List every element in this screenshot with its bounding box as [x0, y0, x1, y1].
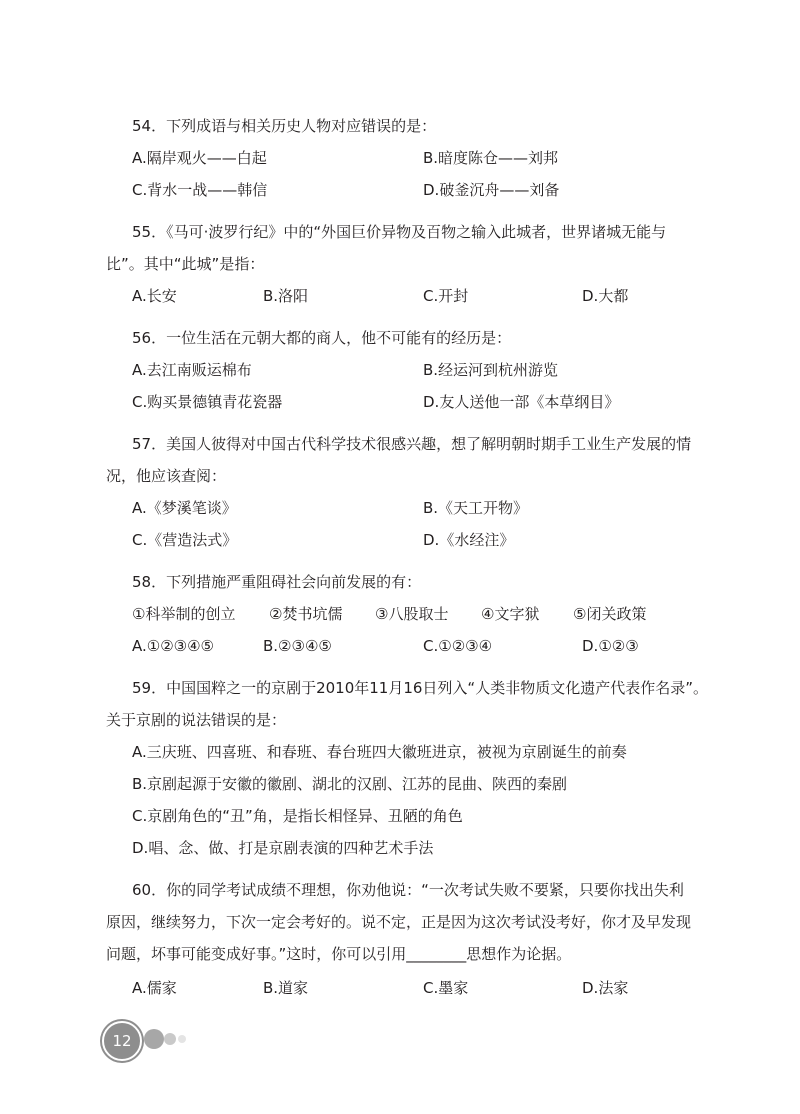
decorative-dot-large: [144, 1029, 164, 1049]
question-56-option-b: B.经运河到杭州游览: [423, 361, 559, 379]
question-59-option-a: A.三庆班、四喜班、和春班、春台班四大徽班进京，被视为京剧诞生的前奏: [132, 743, 627, 761]
question-60-option-a: A.儒家: [132, 979, 177, 997]
question-60-option-b: B.道家: [263, 979, 309, 997]
question-57-stem-line-2: 况，他应该查阅：: [106, 467, 227, 485]
question-59-stem-line-2: 关于京剧的说法错误的是：: [106, 711, 287, 729]
question-58-option-c: C.①②③④: [423, 637, 493, 655]
question-59-option-b: B.京剧起源于安徽的徽剧、湖北的汉剧、江苏的昆曲、陕西的秦剧: [132, 775, 568, 793]
question-58-item-1: ①科举制的创立: [132, 605, 236, 623]
question-60-option-d: D.法家: [582, 979, 629, 997]
question-57-option-d: D.《水经注》: [423, 531, 515, 549]
question-54-option-b: B.暗度陈仓——刘邦: [423, 149, 559, 167]
question-60-option-c: C.墨家: [423, 979, 469, 997]
page-footer: [100, 1019, 220, 1063]
page-number: 12: [102, 1021, 142, 1061]
question-57-option-b: B.《天工开物》: [423, 499, 529, 517]
question-56-option-a: A.去江南贩运棉布: [132, 361, 252, 379]
question-59-option-d: D.唱、念、做、打是京剧表演的四种艺术手法: [132, 839, 434, 857]
question-60-stem-line-2: 原因，继续努力，下次一定会考好的。说不定，正是因为这次考试没考好，你才及早发现: [106, 913, 692, 931]
question-54-option-c: C.背水一战——韩信: [132, 181, 268, 199]
question-58-stem: 58．下列措施严重阻碍社会向前发展的有：: [132, 573, 422, 591]
question-58-item-4: ④文字狱: [481, 605, 540, 623]
decorative-dot-small: [178, 1035, 186, 1043]
question-57-option-c: C.《营造法式》: [132, 531, 238, 549]
question-60-stem-line-3: 问题，坏事可能变成好事。”这时，你可以引用________思想作为论据。: [106, 945, 572, 963]
question-58-option-d: D.①②③: [582, 637, 639, 655]
question-59-stem-line-1: 59．中国国粹之一的京剧于2010年11月16日列入“人类非物质文化遗产代表作名录”。: [132, 679, 708, 697]
question-56-option-c: C.购买景德镇青花瓷器: [132, 393, 283, 411]
question-60-stem-line-1: 60．你的同学考试成绩不理想，你劝他说：“一次考试失败不要紧，只要你找出失利: [132, 881, 684, 899]
question-56-option-d: D.友人送他一部《本草纲目》: [423, 393, 620, 411]
question-59-option-c: C.京剧角色的“丑”角，是指长相怪异、丑陋的角色: [132, 807, 463, 825]
question-55-option-d: D.大都: [582, 287, 629, 305]
question-55-option-c: C.开封: [423, 287, 469, 305]
question-55-option-a: A.长安: [132, 287, 177, 305]
question-54-stem: 54．下列成语与相关历史人物对应错误的是：: [132, 117, 437, 135]
question-58-item-3: ③八股取士: [375, 605, 449, 623]
question-58-option-a: A.①②③④⑤: [132, 637, 215, 655]
question-57-stem-line-1: 57．美国人彼得对中国古代科学技术很感兴趣，想了解明朝时期手工业生产发展的情: [132, 435, 692, 453]
question-57-option-a: A.《梦溪笔谈》: [132, 499, 237, 517]
question-58-item-5: ⑤闭关政策: [573, 605, 647, 623]
decorative-dot-medium: [164, 1033, 176, 1045]
question-55-stem-line-2: 比”。其中“此城”是指：: [106, 255, 265, 273]
question-58-option-b: B.②③④⑤: [263, 637, 332, 655]
question-55-stem-line-1: 55．《马可·波罗行纪》中的“外国巨价异物及百物之输入此城者，世界诸城无能与: [132, 223, 667, 241]
question-58-item-2: ②焚书坑儒: [269, 605, 343, 623]
question-54-option-d: D.破釜沉舟——刘备: [423, 181, 560, 199]
question-56-stem: 56．一位生活在元朝大都的商人，他不可能有的经历是：: [132, 329, 512, 347]
question-55-option-b: B.洛阳: [263, 287, 309, 305]
question-54-option-a: A.隔岸观火——白起: [132, 149, 267, 167]
